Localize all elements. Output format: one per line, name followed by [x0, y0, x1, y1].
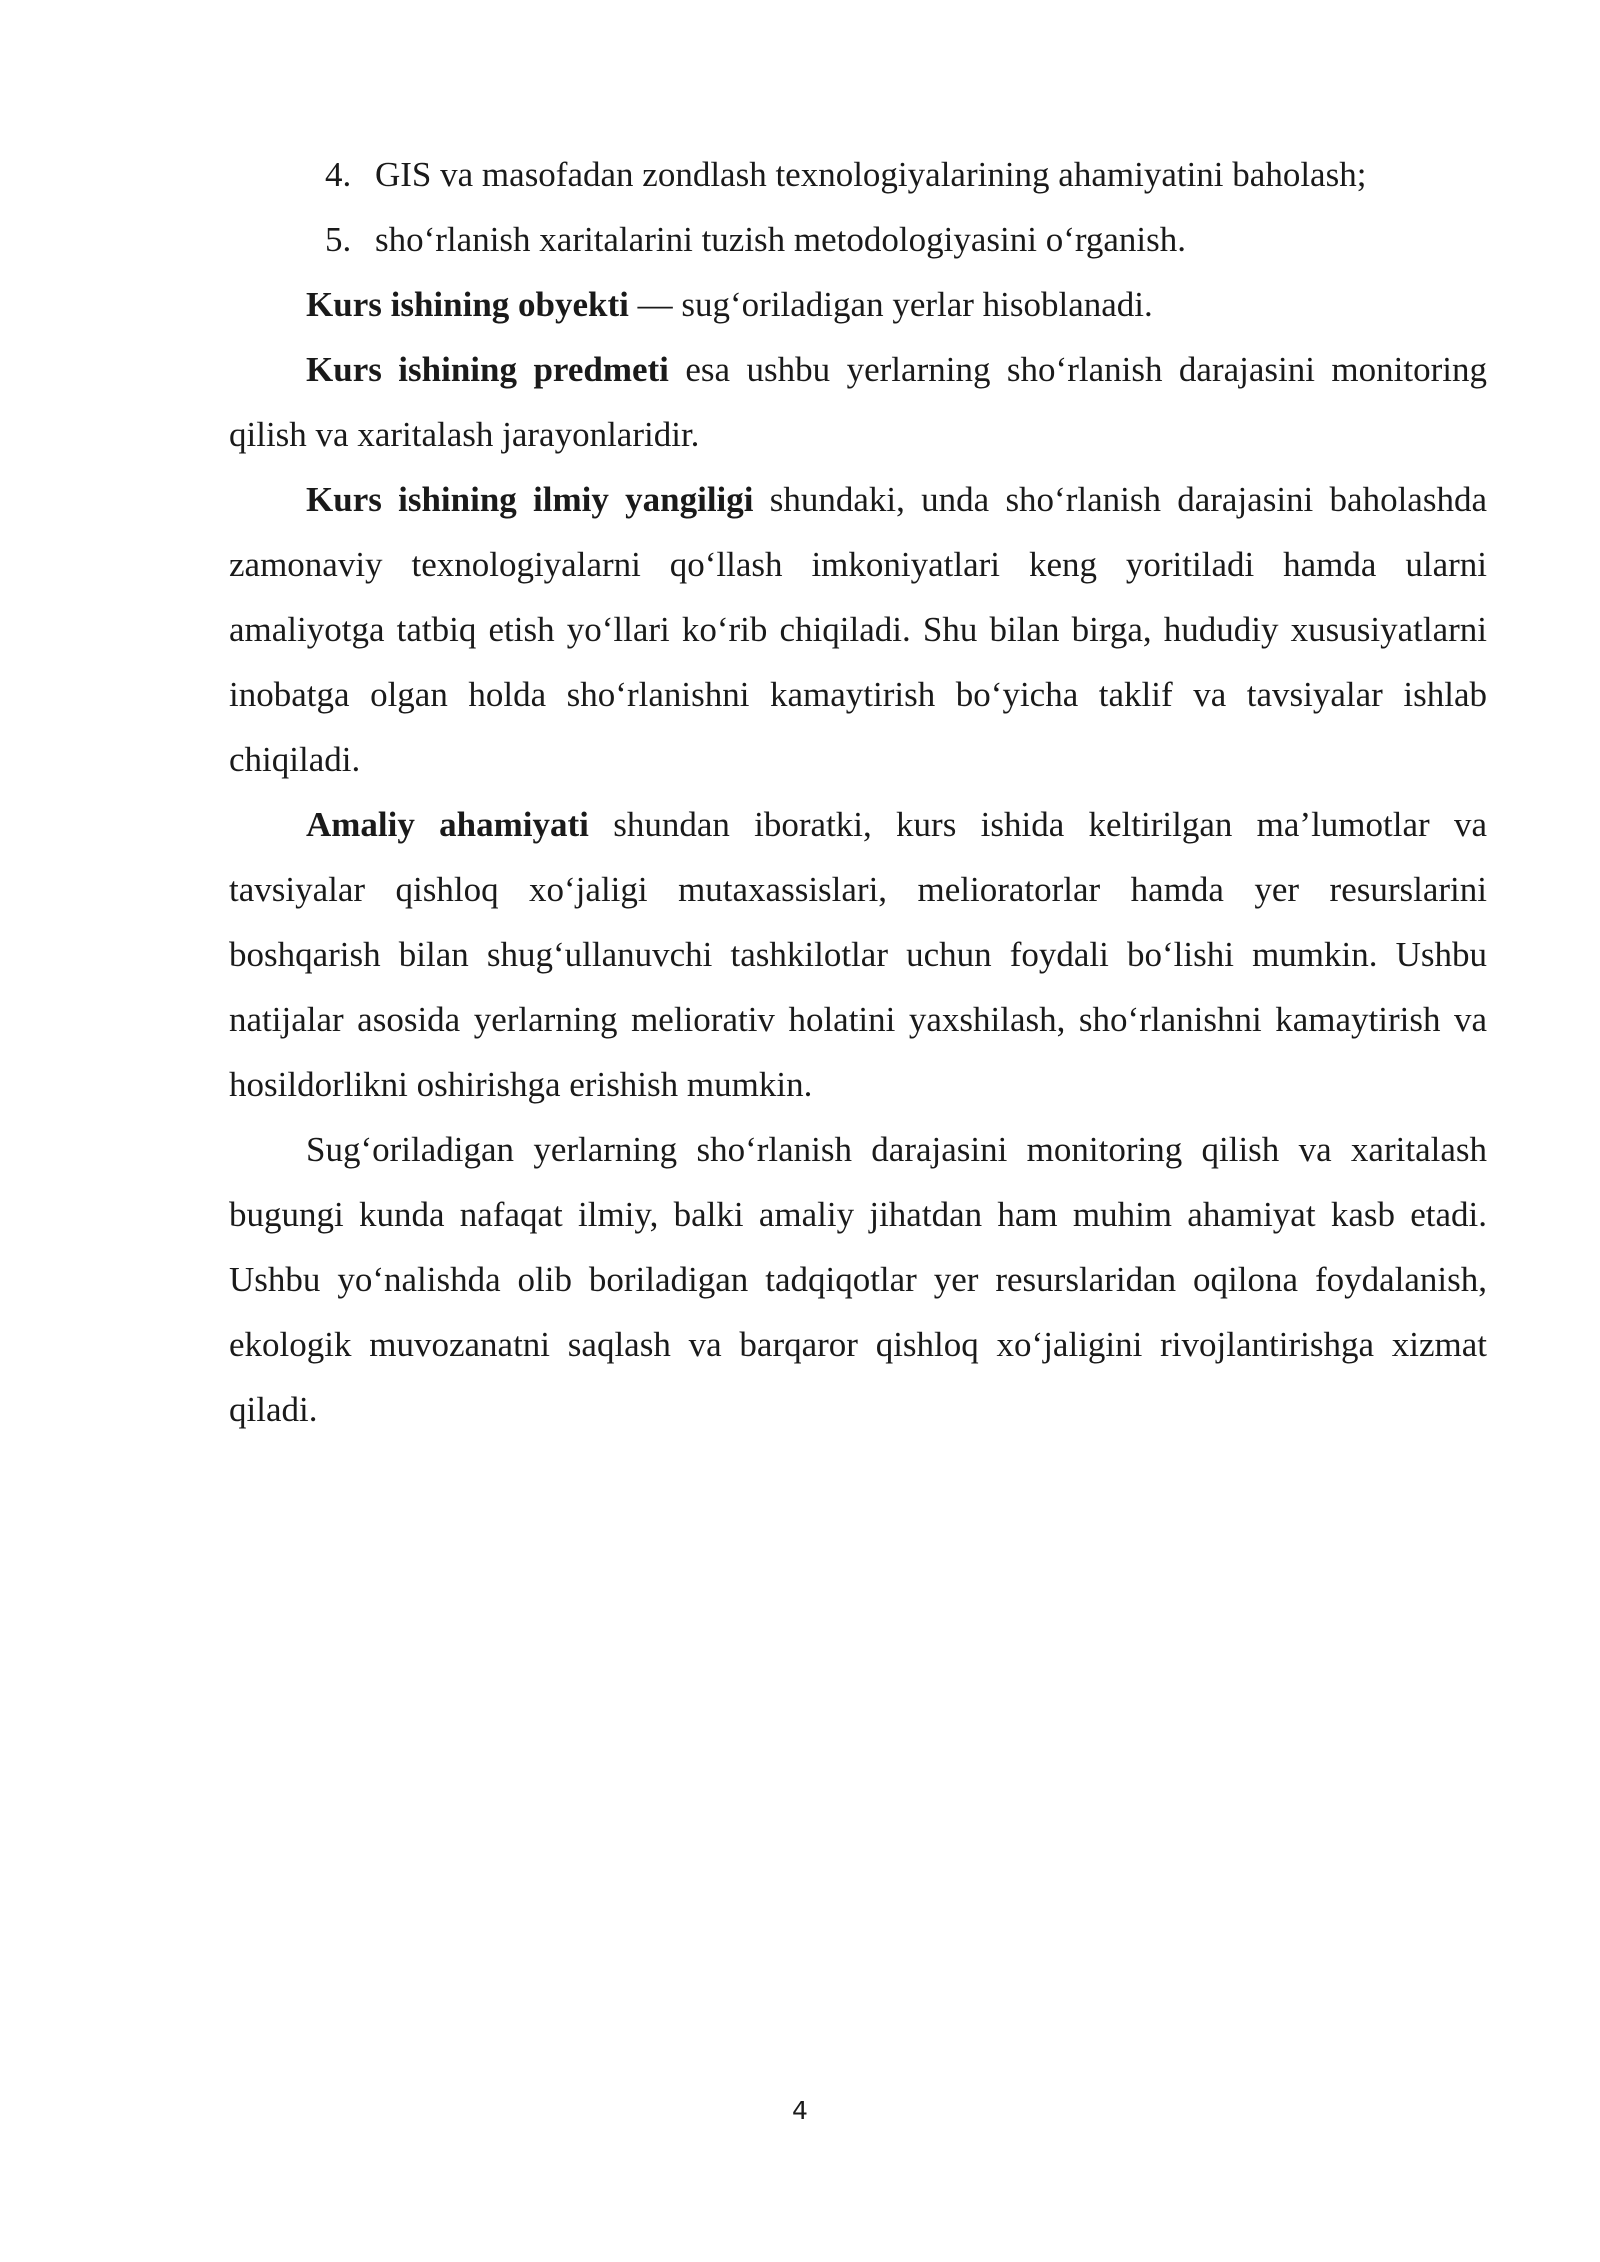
- paragraph-heading: Kurs ishining obyekti: [306, 285, 629, 324]
- list-number: 4.: [325, 155, 352, 194]
- paragraph-novelty: [229, 467, 1487, 792]
- paragraph-text: esa ushbu yerlarning sho‘rlanish darajasini monitoring qilish va xaritalash jarayonlaridir.: [229, 350, 1487, 454]
- paragraph-heading: Amaliy ahamiyati: [306, 805, 589, 844]
- paragraph-heading: Kurs ishining predmeti: [306, 350, 669, 389]
- paragraph-text: shundaki, unda sho‘rlanish darajasini baholashda zamonaviy texnologiyalarni qo‘llash imkoniyatlari keng yoritiladi hamda ularni amaliyotga tatbiq etish yo‘llari ko‘rib chiqiladi. Shu bilan birga, hududiy xususiyatlarni inobatga olgan holda sho‘rlanishni kamaytirish bo‘yicha taklif va tavsiyalar ishlab chiqiladi.: [229, 480, 1487, 779]
- page-number: 4: [792, 2096, 808, 2125]
- paragraph-text: — sug‘oriladigan yerlar hisoblanadi.: [628, 285, 1153, 324]
- list-item: [229, 142, 1487, 207]
- paragraph-conclusion: [229, 1117, 1487, 1442]
- paragraph-subject: [229, 337, 1487, 467]
- paragraph-text: shundan iboratki, kurs ishida keltirilgan ma’lumotlar va tavsiyalar qishloq xo‘jaligi mutaxassislari, melioratorlar hamda yer resurslarini boshqarish bilan shug‘ullanuvchi tashkilotlar uchun foydali bo‘lishi mumkin. Ushbu natijalar asosida yerlarning meliorativ holatini yaxshilash, sho‘rlanishni kamaytirish va hosildorlikni oshirishga erishish mumkin.: [229, 805, 1487, 1104]
- paragraph-object: [229, 272, 1487, 337]
- list-number: 5.: [325, 220, 352, 259]
- list-item-text: sho‘rlanish xaritalarini tuzish metodologiyasini o‘rganish.: [375, 220, 1187, 259]
- document-page: [229, 142, 1487, 1442]
- paragraph-heading: Kurs ishining ilmiy yangiligi: [306, 480, 754, 519]
- list-item-text: GIS va masofadan zondlash texnologiyalarining ahamiyatini baholash;: [375, 155, 1367, 194]
- paragraph-practical-significance: [229, 792, 1487, 1117]
- list-item: [229, 207, 1487, 272]
- paragraph-text: Sug‘oriladigan yerlarning sho‘rlanish darajasini monitoring qilish va xaritalash bugungi kunda nafaqat ilmiy, balki amaliy jihatdan ham muhim ahamiyat kasb etadi. Ushbu yo‘nalishda olib boriladigan tadqiqotlar yer resurslaridan oqilona foydalanish, ekologik muvozanatni saqlash va barqaror qishloq xo‘jaligini rivojlantirishga xizmat qiladi.: [229, 1130, 1487, 1429]
